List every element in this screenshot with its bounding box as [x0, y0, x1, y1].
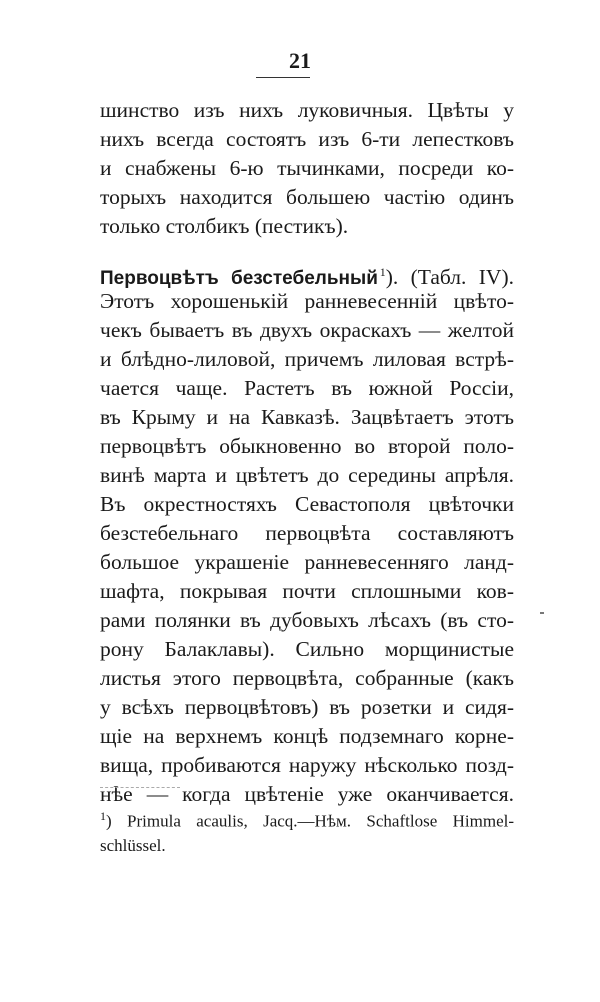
footnote-line	[100, 802, 514, 831]
text-line: и снабжены 6-ю тычинками, посреди ко-	[100, 156, 514, 180]
footnote-ref: 1	[379, 265, 386, 279]
text-line: рами полянки въ дубовыхъ лѣсахъ (въ сто-	[100, 608, 514, 632]
text-line: только столбикъ (пестикъ).	[100, 214, 349, 238]
footnote	[100, 802, 514, 860]
text-line: нихъ всегда состоятъ изъ 6-ти лепестковъ	[100, 127, 514, 151]
text-line: шинство изъ нихъ луковичныя. Цвѣты у	[100, 98, 514, 122]
page-number: 21	[289, 48, 311, 73]
scan-speck	[540, 612, 544, 614]
text-line: вища, пробиваются наружу нѣсколько позд-	[100, 753, 514, 777]
footnote-line: schlüssel.	[100, 836, 166, 855]
text-line: чается чаще. Растетъ въ южной Россiи,	[100, 376, 514, 400]
text-line: у всѣхъ первоцвѣтовъ) въ розетки и сидя-	[100, 695, 514, 719]
text-line: торыхъ находится большею частiю одинъ	[100, 185, 514, 209]
text-line: щiе на верхнемъ концѣ подземнаго корне-	[100, 724, 514, 748]
entry-heading: Первоцвѣтъ безстебельный	[100, 268, 378, 290]
text-line: чекъ бываетъ въ двухъ окраскахъ — желтой	[100, 318, 514, 342]
text-line: большое украшенiе ранневесенняго ланд-	[100, 550, 514, 574]
page-number-rule	[256, 77, 310, 78]
text-line: листья этого первоцвѣта, собранные (какъ	[100, 666, 514, 690]
text-line: первоцвѣтъ обыкновенно во второй поло-	[100, 434, 514, 458]
text-line: нѣе — когда цвѣтенiе уже оканчивается.	[100, 782, 514, 806]
text-line: рону Балаклавы). Сильно морщинистые	[100, 637, 514, 661]
text-line: Въ окрестностяхъ Севастополя цвѣточки	[100, 492, 514, 516]
text-line: шафта, покрывая почти сплошными ков-	[100, 579, 514, 603]
paragraph-primrose	[100, 258, 514, 809]
text-line: безстебельнаго первоцвѣта составляютъ	[100, 521, 514, 545]
heading-line	[100, 258, 514, 290]
heading-rest: ). (Табл. IV).	[385, 265, 514, 290]
paragraph-continued	[100, 96, 514, 241]
text-line: въ Крыму и на Кавказѣ. Зацвѣтаетъ этотъ	[100, 405, 514, 429]
text-line: винѣ марта и цвѣтетъ до середины апрѣля.	[100, 463, 514, 487]
footnote-text: ) Primula acaulis, Jacq.—Нѣм. Schaftlose Himmel-	[106, 811, 514, 831]
footnote-marker: 1	[100, 809, 106, 823]
text-line: и блѣдно-лиловой, причемъ лиловая встрѣ-	[100, 347, 514, 371]
text-line: Этотъ хорошенькiй ранневесеннiй цвѣто-	[100, 289, 514, 313]
footnote-separator	[100, 787, 180, 788]
